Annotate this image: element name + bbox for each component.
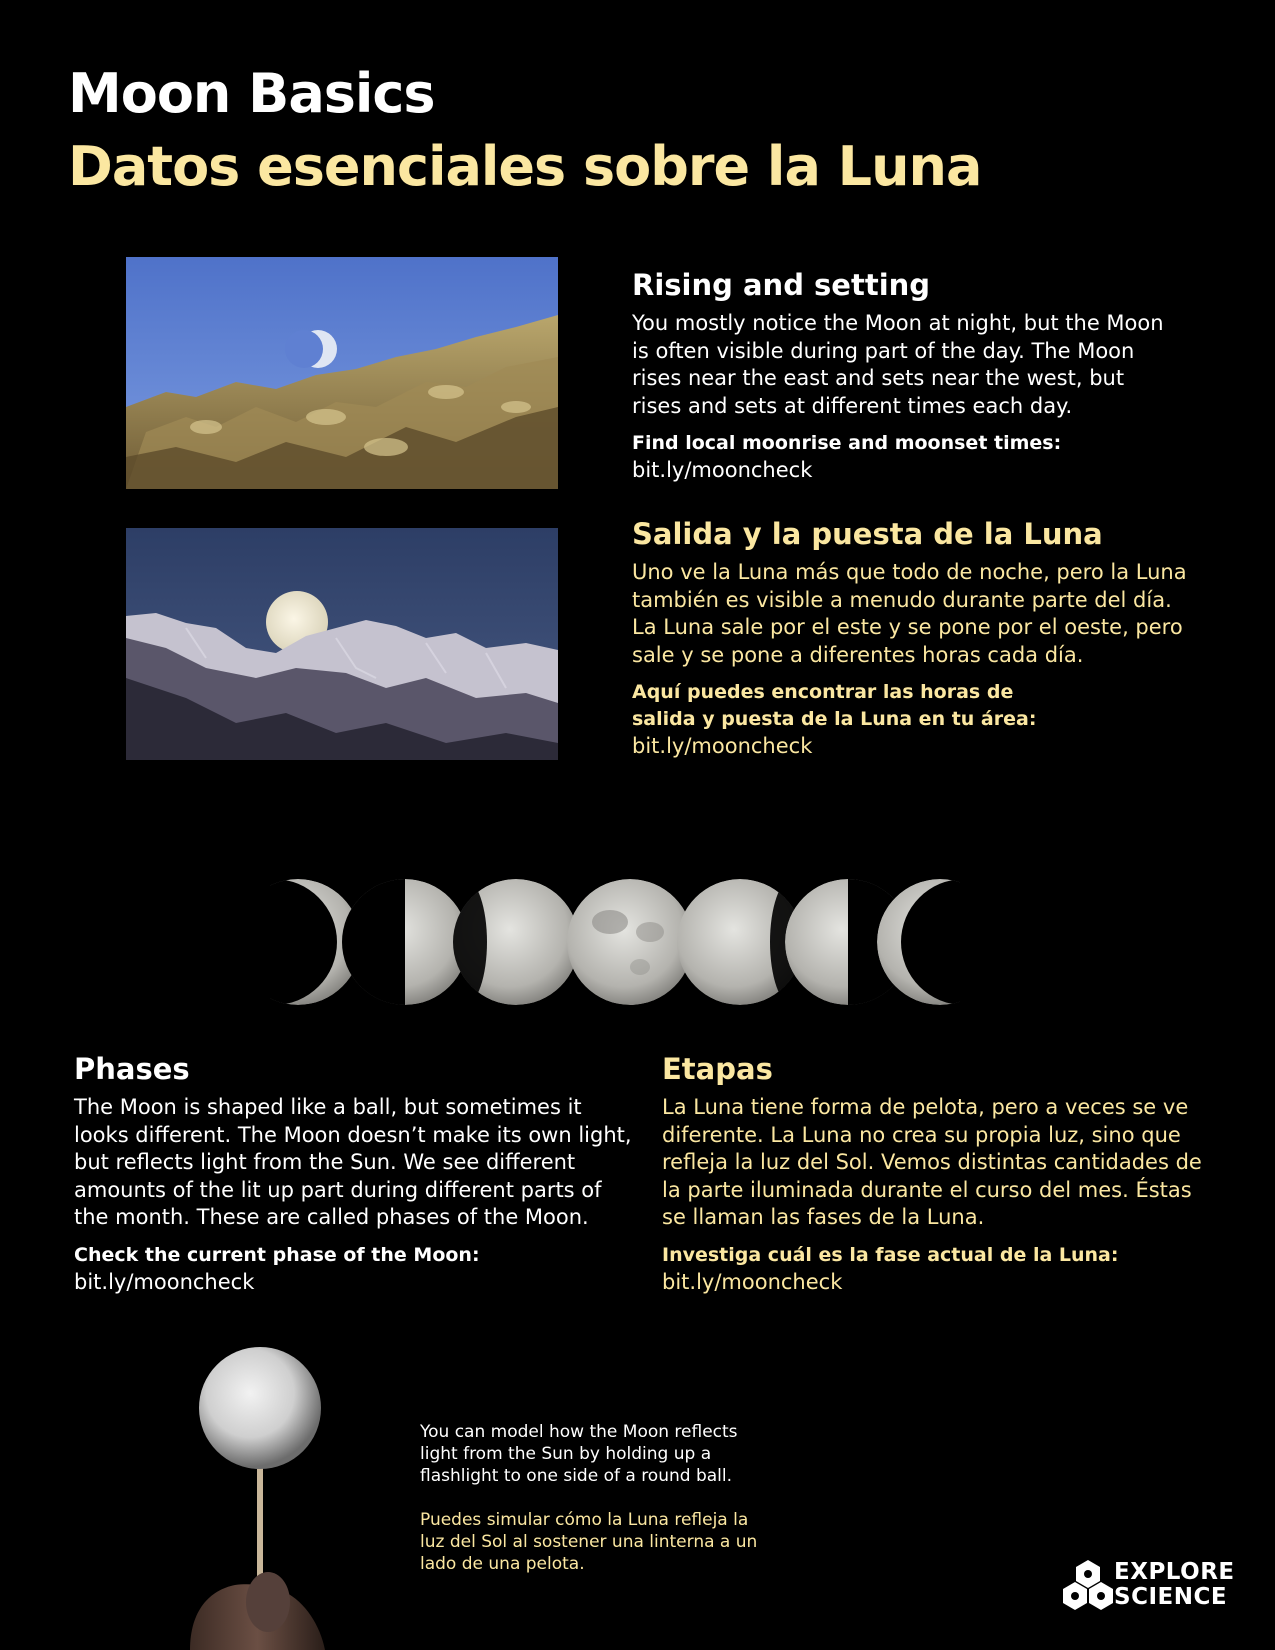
mooncheck-link[interactable]: bit.ly/mooncheck: [632, 458, 813, 482]
logo-line1: EXPLORE: [1114, 1559, 1235, 1585]
moon-model-caption-en: You can model how the Moon reflects light from the Sun by holding up a flashlight to one side of a round ball.: [420, 1422, 738, 1486]
phases-heading-es: Etapas: [662, 1052, 773, 1086]
daytime-moon-photo: [126, 257, 558, 489]
phases-body: The Moon is shaped like a ball, but sometimes it looks different. The Moon doesn’t make its own light, but reflects light from the Sun. We see different amounts of the lit up part during different parts of the month. These are called phases of the Moon.: [74, 1095, 632, 1229]
moon-model-caption: [420, 1421, 765, 1575]
mooncheck-link-es[interactable]: bit.ly/mooncheck: [632, 734, 813, 758]
current-phase-label: Check the current phase of the Moon:: [74, 1243, 480, 1266]
logo-line2: SCIENCE: [1114, 1584, 1228, 1610]
rising-setting-es: [632, 517, 1192, 761]
moon-model-caption-es: Puedes simular cómo la Luna refleja la luz del Sol al sostener una linterna a un lado de una pelota.: [420, 1510, 758, 1574]
rising-setting-body: You mostly notice the Moon at night, but the Moon is often visible during part of the day. The Moon rises near the east and sets near the west, but rises and sets at different times each day.: [632, 311, 1164, 418]
phases-en: [74, 1052, 634, 1296]
moonset-photo: [126, 528, 558, 760]
moonrise-times-label-es: Aquí puedes encontrar las horas de salida y puesta de la Luna en tu área:: [632, 681, 1037, 730]
explore-science-hexagon-icon: [1062, 1558, 1114, 1612]
waxing-gibbous-moon: [443, 879, 579, 1005]
first-quarter-moon: [342, 872, 468, 1012]
moon-phases-strip: [270, 872, 960, 1012]
rising-setting-heading-es: Salida y la puesta de la Luna: [632, 517, 1103, 551]
moon-model-ball-photo: [150, 1340, 370, 1650]
page-title-es: Datos esenciales sobre la Luna: [68, 135, 982, 198]
rising-setting-heading: Rising and setting: [632, 268, 931, 302]
full-moon: [567, 879, 693, 1005]
explore-science-logo: [1062, 1558, 1235, 1614]
explore-science-wordmark: [1114, 1560, 1235, 1610]
page-title-en: Moon Basics: [68, 62, 435, 125]
rising-setting-en: [632, 268, 1172, 485]
phases-body-es: La Luna tiene forma de pelota, pero a veces se ve diferente. La Luna no crea su propia luz, sino que refleja la luz del Sol. Vemos distintas cantidades de la parte iluminada durante el curso del mes. Éstas se llaman las fases de la Luna.: [662, 1095, 1202, 1229]
current-phase-label-es: Investiga cuál es la fase actual de la Luna:: [662, 1243, 1119, 1266]
rising-setting-body-es: Uno ve la Luna más que todo de noche, pero la Luna también es visible a menudo durante parte del día. La Luna sale por el este y se pone por el oeste, pero sale y se pone a diferentes horas cada día.: [632, 560, 1187, 667]
mooncheck-link-phases-es[interactable]: bit.ly/mooncheck: [662, 1269, 843, 1294]
mooncheck-link-phases[interactable]: bit.ly/mooncheck: [74, 1269, 255, 1294]
moonrise-times-label: Find local moonrise and moonset times:: [632, 432, 1062, 454]
phases-heading: Phases: [74, 1052, 190, 1086]
phases-es: [662, 1052, 1202, 1296]
